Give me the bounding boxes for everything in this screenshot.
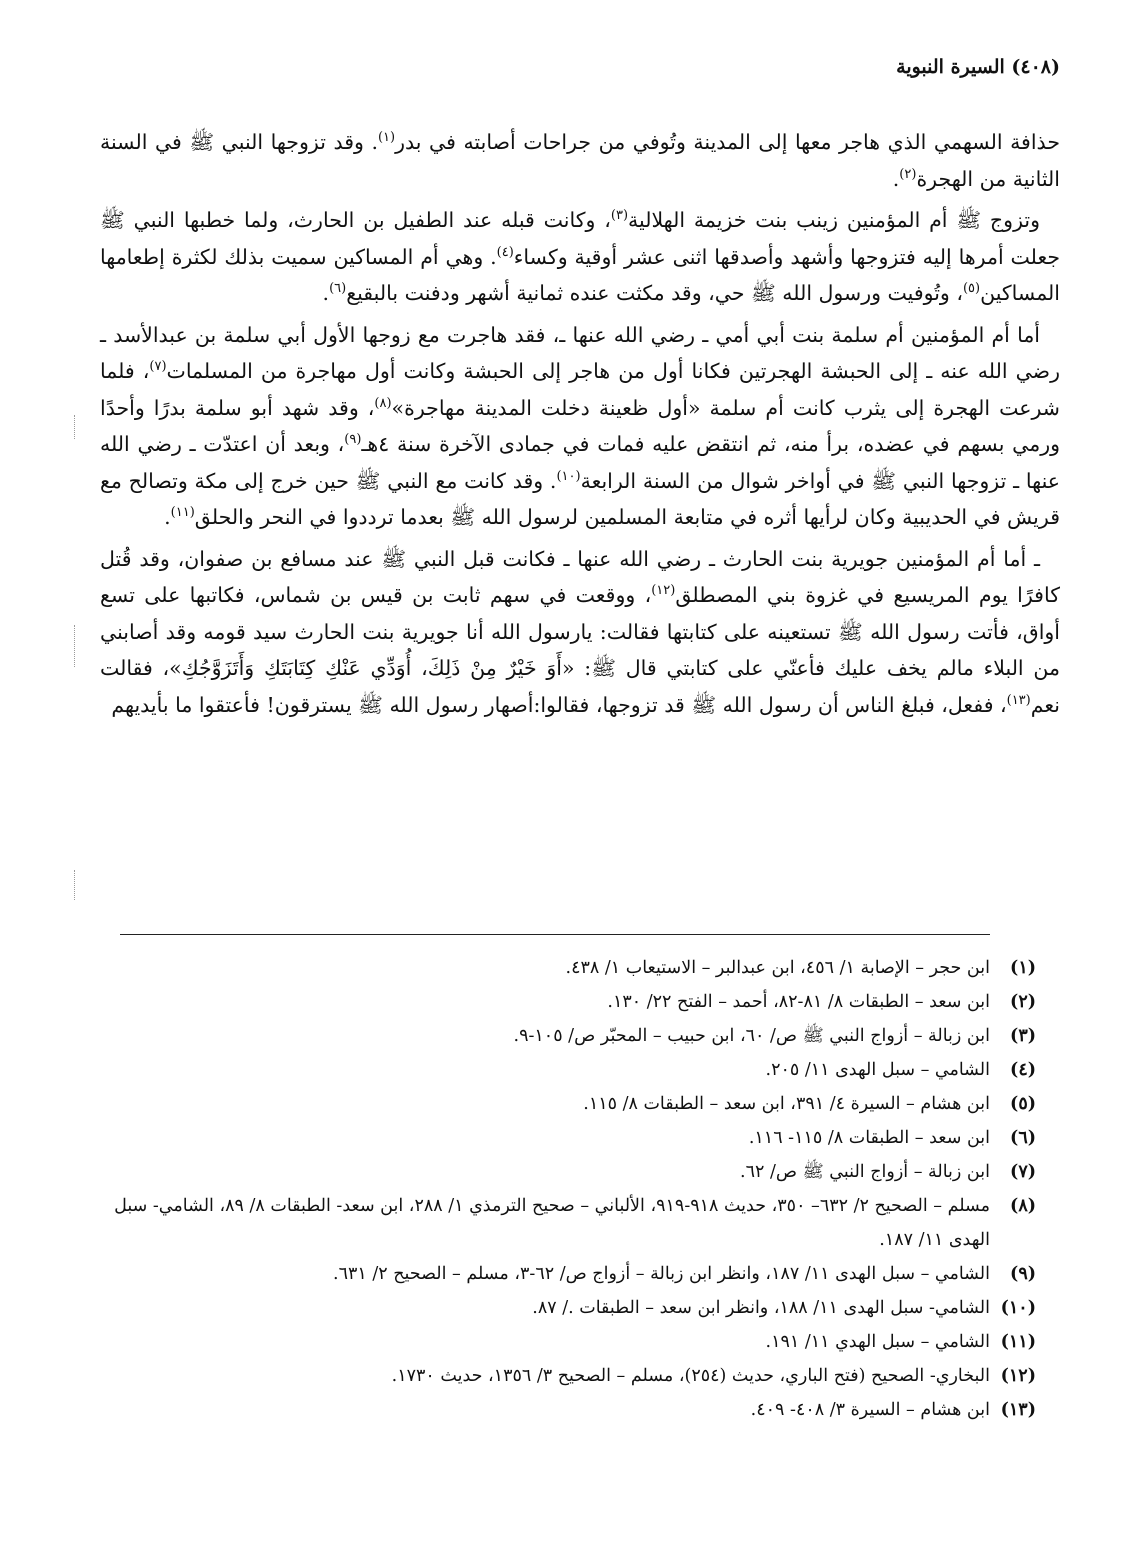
- text-run: ، فلما شرعت الهجرة إلى يثرب كانت أم سلمة «أول ظعينة دخلت المدينة مهاجرة»: [100, 359, 1060, 420]
- text-run: وتزوج ﷺ أم المؤمنين زينب بنت خزيمة الهلالية: [628, 208, 1040, 232]
- footnote-item: [100, 1189, 1036, 1257]
- footnote-text: ابن هشام – السيرة ٤/ ٣٩١، ابن سعد – الطبقات ٨/ ١١٥.: [583, 1094, 990, 1114]
- text-run: ـ أما أم المؤمنين جويرية بنت الحارث ـ رضي الله عنها ـ فكانت قبل النبي ﷺ عند مسافع بن صفوان، وقد قُتل كافرًا يوم المريسيع في غزوة بني المصطلق: [100, 546, 1060, 607]
- text-run: ، وقد شهد أبو سلمة بدرًا وأحدًا ورمي بسهم في عضده، برأ منه، ثم انتقض عليه فمات في جمادى الآخرة سنة ٤هـ: [100, 395, 1060, 456]
- footnote-ref: (٤): [496, 244, 514, 260]
- footnote-item: [100, 1257, 1036, 1291]
- footnote-item: [100, 1325, 1036, 1359]
- footnote-item: [100, 1121, 1036, 1155]
- footnote-number: (١٣): [1000, 1400, 1036, 1420]
- footnote-number: (١١): [1000, 1332, 1036, 1352]
- text-run: . وقد كانت مع النبي ﷺ حين خرج إلى مكة وتصالح مع قريش في الحديبية وكان لرأيها أثره في متابعة المسلمين لرسول الله ﷺ بعدما ترددوا في النحر والحلق: [100, 468, 1060, 529]
- text-run: حذافة السهمي الذي هاجر معها إلى المدينة وتُوفي من جراحات أصابته في بدر: [395, 130, 1060, 154]
- footnote-number: (١٢): [1000, 1366, 1036, 1386]
- footnote-number: (٨): [1010, 1196, 1036, 1216]
- footnote-number: (١٠): [1000, 1298, 1036, 1318]
- footnote-ref: (٥): [962, 281, 981, 297]
- text-run: .: [164, 505, 171, 529]
- footnote-number: (٦): [1010, 1128, 1036, 1148]
- footnote-text: الشامي – سبل الهدي ١١/ ١٩١.: [765, 1332, 990, 1352]
- footnote-divider: [120, 934, 990, 935]
- footnote-number: (٩): [1010, 1264, 1036, 1284]
- paragraph-2: [100, 202, 1060, 312]
- text-run: ، وبعد أن اعتدّت ـ رضي الله عنها ـ تزوجها النبي ﷺ في أواخر شوال من السنة الرابعة: [100, 432, 1060, 493]
- footnote-item: [100, 1359, 1036, 1393]
- footnote-text: الشامي- سبل الهدى ١١/ ١٨٨، وانظر ابن سعد – الطبقات ./ ٨٧.: [532, 1298, 990, 1318]
- text-run: ، وتُوفيت ورسول الله ﷺ حي، وقد مكثت عنده ثمانية أشهر ودفنت بالبقيع: [346, 281, 963, 305]
- footnote-text: ابن حجر – الإصابة ١/ ٤٥٦، ابن عبدالبر – الاستيعاب ١/ ٤٣٨.: [565, 958, 990, 978]
- footnote-number: (٧): [1010, 1162, 1036, 1182]
- footnote-ref: (٣): [610, 208, 629, 224]
- footnote-number: (١): [1010, 958, 1036, 978]
- footnotes: [100, 951, 1036, 1427]
- footnote-text: ابن زبالة – أزواج النبي ﷺ ص/ ٦٢.: [740, 1162, 990, 1182]
- footnote-text: ابن سعد – الطبقات ٨/ ١١٥- ١١٦.: [748, 1128, 990, 1148]
- footnote-ref: (١٢): [651, 583, 676, 599]
- footnote-item: [100, 1087, 1036, 1121]
- text-run: . وهي أم المساكين سميت بذلك لكثرة إطعامها المساكين: [100, 244, 1060, 305]
- footnote-item: [100, 985, 1036, 1019]
- footnote-ref: (٧): [149, 359, 167, 375]
- footnote-ref: (١٠): [556, 468, 581, 484]
- footnote-number: (٣): [1010, 1026, 1036, 1046]
- scan-margin-mark: [74, 625, 78, 667]
- footnote-ref: (١): [377, 130, 396, 146]
- footnote-item: [100, 1155, 1036, 1189]
- footnote-number: (٢): [1010, 992, 1036, 1012]
- paragraph-4: [100, 541, 1060, 724]
- footnote-number: (٥): [1010, 1094, 1036, 1114]
- text-run: .: [892, 166, 900, 191]
- footnote-number: (٤): [1010, 1060, 1036, 1080]
- main-text: [100, 124, 1060, 728]
- footnote-text: ابن زبالة – أزواج النبي ﷺ ص/ ٦٠، ابن حبيب – المحبّر ص/ ١٠٥-٩.: [513, 1026, 990, 1046]
- text-run: . وقد تزوجها النبي ﷺ في السنة الثانية من الهجرة: [100, 130, 1060, 191]
- footnote-text: الشامي – سبل الهدى ١١/ ٢٠٥.: [765, 1060, 990, 1080]
- footnote-text: ابن هشام – السيرة ٣/ ٤٠٨- ٤٠٩.: [750, 1400, 990, 1420]
- running-header: (٤٠٨) السيرة النبوية: [896, 56, 1060, 78]
- footnote-item: [100, 951, 1036, 985]
- footnote-item: [100, 1393, 1036, 1427]
- footnote-text: ابن سعد – الطبقات ٨/ ٨١-٨٢، أحمد – الفتح ٢٢/ ١٣٠.: [607, 992, 990, 1012]
- text-run: أما أم المؤمنين أم سلمة بنت أبي أمي ـ رضي الله عنها ـ، فقد هاجرت مع زوجها الأول أبي سلمة بن عبدالأسد ـ رضي الله عنه ـ إلى الحبشة الهجرتين فكانا أول من هاجر إلى الحبشة وكانت أول مهاجرة من المسلمات: [100, 322, 1060, 383]
- scan-margin-mark: [74, 415, 78, 439]
- paragraph-3: [100, 317, 1060, 536]
- text-run: ، ووقعت في سهم ثابت بن قيس بن شماس، فكاتبها على تسع أواق، فأتت رسول الله ﷺ تستعينه على كتابتها فقالت: يارسول الله أنا جويرية بنت الحارث سيد قومه وقد أصابني من البلاء مالم يخف عليك فأعنّي على كتابتي قال ﷺ: «أَوَ خَيْرٌ مِنْ ذَلِكَ، أُوَدِّي عَنْكِ كِتَابَتَكِ وَأَتَزَوَّجُكِ»، فقالت نعم: [100, 583, 1060, 717]
- footnote-ref: (٢): [899, 166, 917, 182]
- footnote-item: [100, 1053, 1036, 1087]
- paragraph-1: [100, 124, 1060, 197]
- footnote-ref: (١٣): [1006, 692, 1031, 708]
- scan-margin-mark: [74, 870, 78, 900]
- footnote-text: البخاري- الصحيح (فتح الباري، حديث (٢٥٤)، مسلم – الصحيح ٣/ ١٣٥٦، حديث ١٧٣٠.: [391, 1366, 990, 1386]
- footnote-ref: (٨): [374, 395, 392, 411]
- footnote-text: الشامي – سبل الهدى ١١/ ١٨٧، وانظر ابن زبالة – أزواج ص/ ٦٢-٣، مسلم – الصحيح ٢/ ٦٣١.: [333, 1264, 990, 1284]
- footnote-item: [100, 1291, 1036, 1325]
- footnote-text: مسلم – الصحيح ٢/ ٦٣٢– ٣٥٠، حديث ٩١٨-٩١٩، الألباني – صحيح الترمذي ١/ ٢٨٨، ابن سعد- الطبقات ٨/ ٨٩، الشامي- سبل الهدى ١١/ ١٨٧.: [114, 1196, 990, 1250]
- footnote-item: [100, 1019, 1036, 1053]
- footnote-ref: (٦): [329, 281, 347, 297]
- footnote-ref: (٩): [344, 432, 362, 448]
- footnote-ref: (١١): [170, 505, 195, 521]
- text-run: .: [322, 281, 330, 305]
- text-run: ، ففعل، فبلغ الناس أن رسول الله ﷺ قد تزوجها، فقالوا:أصهار رسول الله ﷺ يسترقون! فأعتقوا ما بأيديهم: [111, 692, 1007, 717]
- text-run: ، وكانت قبله عند الطفيل بن الحارث، ولما خطبها النبي ﷺ جعلت أمرها إليه فتزوجها وأشهد وأصدقها اثنى عشر أوقية وكساء: [100, 208, 1061, 269]
